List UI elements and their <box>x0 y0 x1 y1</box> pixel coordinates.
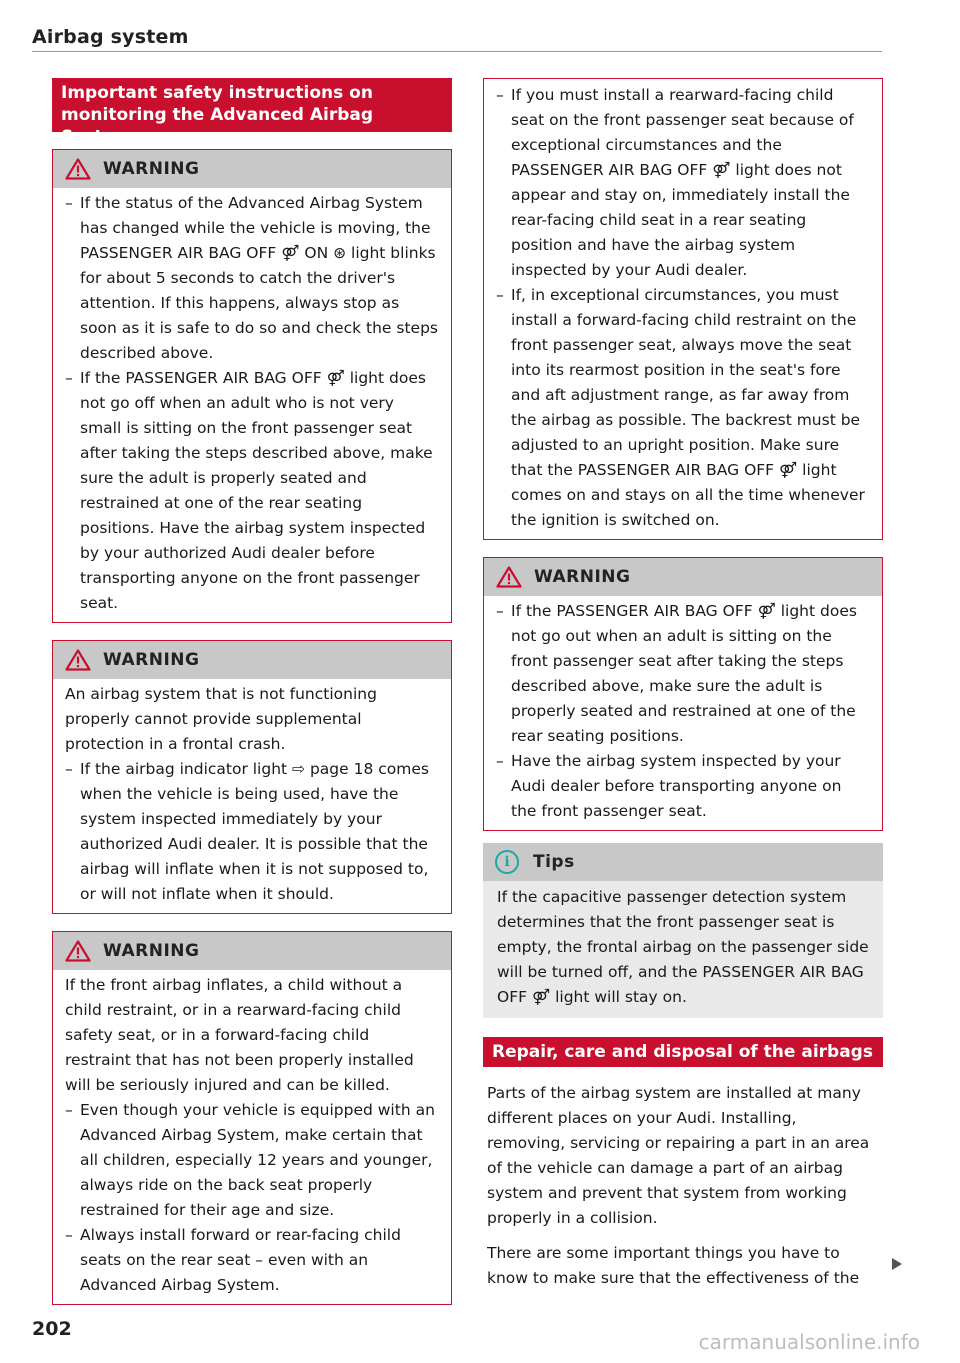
list-item: – If you must install a rearward-facing child seat on the front passenger seat because of exceptional circumstances and the PASSENGER AIR BAG OFF ⚤ light does not appear and stay on, immediately install the rear-facing child seat in a rear seating position and have the airbag system inspected by your Audi dealer. <box>496 83 870 283</box>
warning-header <box>484 558 882 596</box>
info-circle-icon: i <box>495 850 519 874</box>
watermark: carmanualsonline.info <box>698 1330 920 1354</box>
header-rule <box>32 51 882 52</box>
warning-box-4 <box>483 557 883 831</box>
warning-header <box>53 150 451 188</box>
warning-box-3 <box>52 931 452 1305</box>
warning-body <box>484 79 882 539</box>
list-item: – If the PASSENGER AIR BAG OFF ⚤ light does not go out when an adult is sitting on the front passenger seat after taking the steps described above, make sure the adult is properly seated and restrained at one of the rear seating positions. <box>496 599 870 749</box>
list-item: – If, in exceptional circumstances, you must install a forward-facing child restraint on the front passenger seat, always move the seat into its rearmost position in the seat's fore and aft adjustment range, as far away from the airbag as possible. The backrest must be adjusted to an upright position. Make sure that the PASSENGER AIR BAG OFF ⚤ light comes on and stays on all the time whenever the ignition is switched on. <box>496 283 870 533</box>
warning-list <box>496 599 870 824</box>
list-item: – If the PASSENGER AIR BAG OFF ⚤ light does not go off when an adult who is not very small is sitting on the front passenger seat after taking the steps described above, make sure the adult is properly seated and restrained at one of the rear seating positions. Have the airbag system inspected by your authorized Audi dealer before transporting anyone on the front passenger seat. <box>65 366 439 616</box>
warning-triangle-icon <box>496 566 522 588</box>
warning-list <box>65 191 439 616</box>
warning-list <box>65 1098 439 1298</box>
tips-body <box>483 881 883 1018</box>
body-paragraph: There are some important things you have to know to make sure that the effectiveness of the <box>487 1244 860 1287</box>
warning-triangle-icon <box>65 649 91 671</box>
tips-text: If the capacitive passenger detection system determines that the front passenger seat is empty, the frontal airbag on the passenger side will be turned off, and the PASSENGER AIR BAG OFF ⚤ light will stay on. <box>497 888 869 1006</box>
warning-continuation-box <box>483 78 883 540</box>
warning-paragraph: An airbag system that is not functioning properly cannot provide supplemental protection in a frontal crash. <box>65 685 377 753</box>
warning-title: WARNING <box>103 941 200 961</box>
list-item: – Have the airbag system inspected by your Audi dealer before transporting anyone on the front passenger seat. <box>496 749 870 824</box>
warning-header <box>53 641 451 679</box>
section-header: Airbag system <box>32 26 189 48</box>
list-item: – If the status of the Advanced Airbag System has changed while the vehicle is moving, the PASSENGER AIR BAG OFF ⚤ ON ⊛ light blinks for about 5 seconds to catch the driver's attention. If this happens, always stop as soon as it is safe to do so and check the steps described above. <box>65 191 439 366</box>
warning-box-1 <box>52 149 452 623</box>
section-banner-safety: Important safety instructions on monitoring the Advanced Airbag System <box>52 78 452 132</box>
warning-list <box>65 757 439 907</box>
section-banner-repair: Repair, care and disposal of the airbags <box>483 1037 883 1067</box>
warning-paragraph: If the front airbag inflates, a child without a child restraint, or in a rearward-facing child safety seat, or in a forward-facing child restraint that has not been properly installed will be seriously injured and can be killed. <box>65 976 414 1094</box>
warning-title: WARNING <box>103 650 200 670</box>
warning-list <box>496 83 870 533</box>
warning-box-2 <box>52 640 452 914</box>
page-number: 202 <box>32 1318 72 1340</box>
warning-title: WARNING <box>534 567 631 587</box>
section-body <box>483 1081 883 1291</box>
list-item: – Always install forward or rear-facing child seats on the rear seat – even with an Advanced Airbag System. <box>65 1223 439 1298</box>
list-item: – Even though your vehicle is equipped with an Advanced Airbag System, make certain that all children, especially 12 years and younger, always ride on the back seat properly restrained for their age and size. <box>65 1098 439 1223</box>
next-page-arrow-icon <box>892 1258 902 1270</box>
warning-triangle-icon <box>65 158 91 180</box>
tips-box <box>483 843 883 1018</box>
warning-body <box>53 970 451 1304</box>
list-item: – If the airbag indicator light ⇨ page 18 comes when the vehicle is being used, have the system inspected immediately by your authorized Audi dealer. It is possible that the airbag will inflate when it is not supposed to, or will not inflate when it should. <box>65 757 439 907</box>
warning-title: WARNING <box>103 159 200 179</box>
body-paragraph: Parts of the airbag system are installed at many different places on your Audi. Installing, removing, servicing or repairing a part in an area of the vehicle can damage a part of an airbag system and prevent that system from working properly in a collision. <box>487 1084 870 1227</box>
warning-triangle-icon <box>65 940 91 962</box>
warning-body <box>53 188 451 622</box>
tips-header <box>483 843 883 881</box>
warning-header <box>53 932 451 970</box>
warning-body <box>53 679 451 913</box>
left-column <box>52 78 452 1305</box>
right-column <box>483 78 883 1291</box>
warning-body <box>484 596 882 830</box>
tips-title: Tips <box>533 852 575 872</box>
